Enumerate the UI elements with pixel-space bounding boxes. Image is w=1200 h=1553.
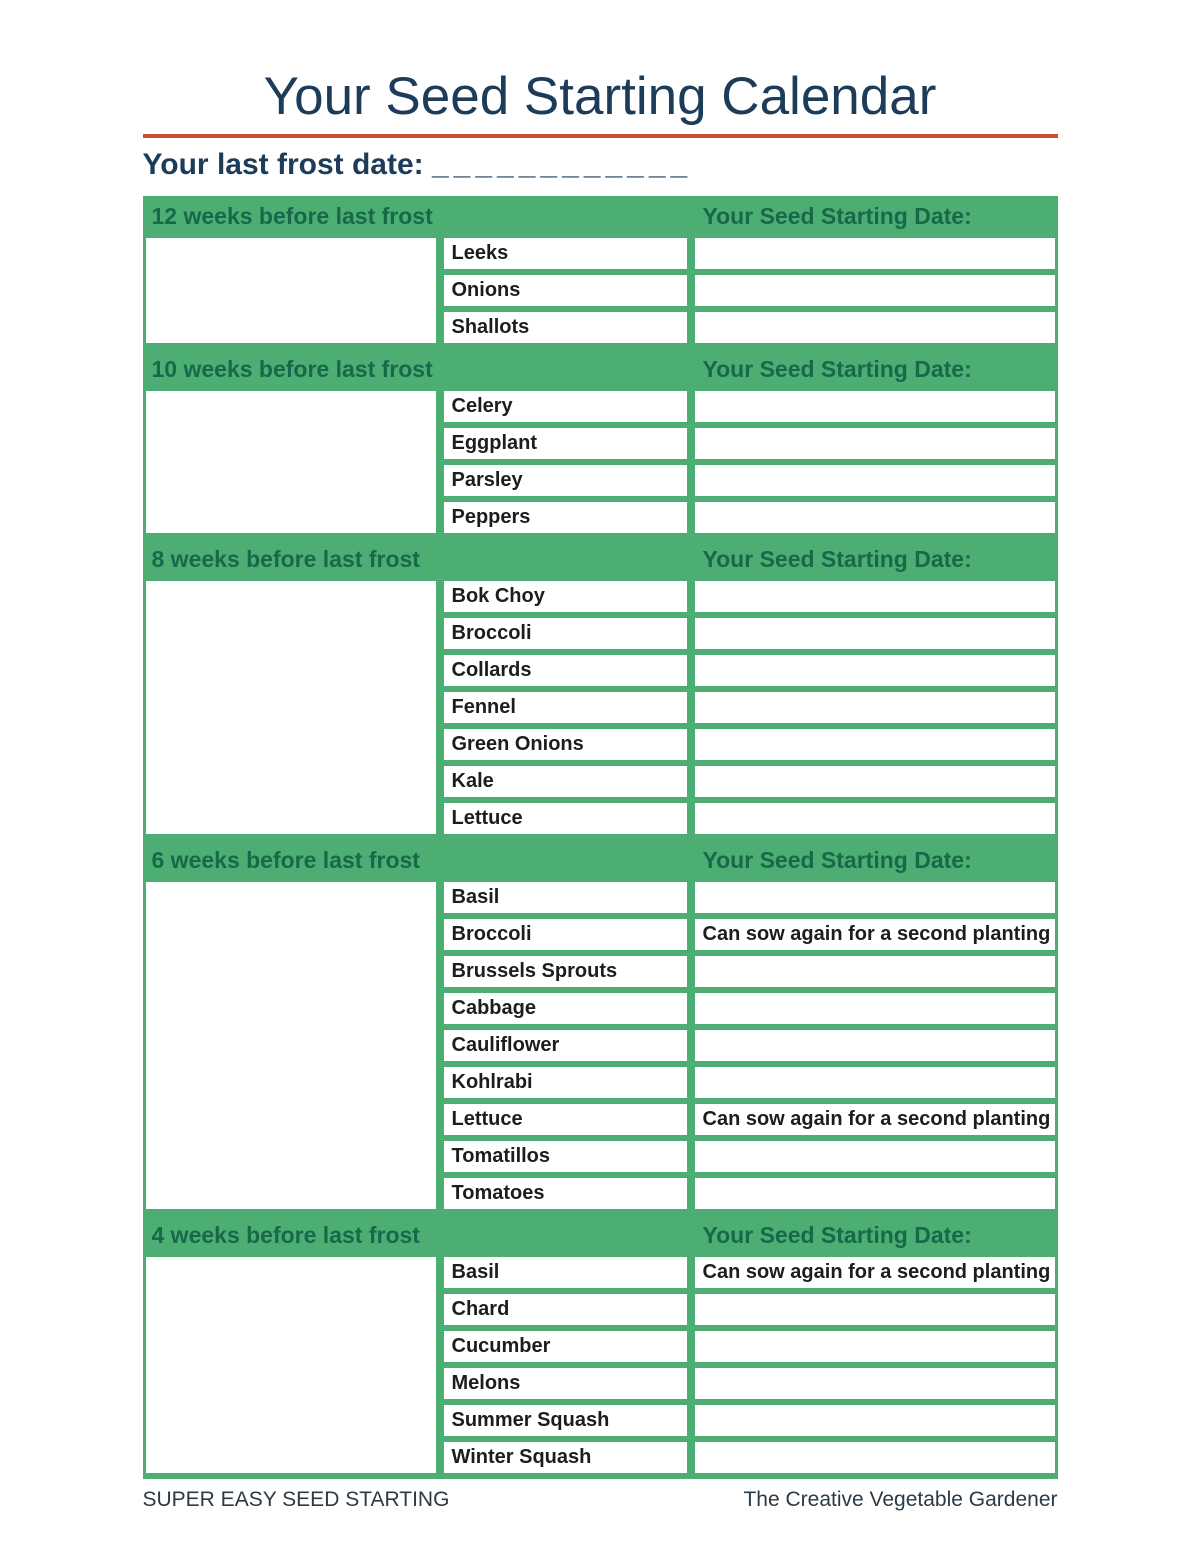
section-header: [143, 349, 1058, 389]
vegetable-name-cell: Winter Squash: [444, 1442, 687, 1473]
date-blank-cell: [695, 882, 1055, 913]
date-blank-cell: [695, 428, 1055, 459]
section-body: [143, 1255, 1058, 1479]
date-blank-cell: [695, 618, 1055, 649]
section-date-column-header: Your Seed Starting Date:: [702, 202, 972, 229]
date-blank-cell: [695, 275, 1055, 306]
section-date-column-header: Your Seed Starting Date:: [702, 545, 972, 572]
vegetable-name-cell: Tomatoes: [444, 1178, 687, 1209]
vegetable-name-cell: Broccoli: [444, 618, 687, 649]
date-blank-cell: [695, 1030, 1055, 1061]
vegetable-name-cell: Broccoli: [444, 919, 687, 950]
vegetable-name-cell: Brussels Sprouts: [444, 956, 687, 987]
date-cell-with-note: Can sow again for a second planting: [695, 1104, 1055, 1135]
date-blank-cell: [695, 956, 1055, 987]
date-blank-cell: [695, 1405, 1055, 1436]
date-blank-cell: [695, 1294, 1055, 1325]
title-divider-rule: [143, 134, 1058, 138]
date-blank-cell: [695, 391, 1055, 422]
vegetable-name-cell: Basil: [444, 1257, 687, 1288]
vegetable-name-cell: Shallots: [444, 312, 687, 343]
section-header: [143, 196, 1058, 236]
vegetable-name-cell: Peppers: [444, 502, 687, 533]
date-cell-with-note: Can sow again for a second planting: [695, 1257, 1055, 1288]
section-body: [143, 880, 1058, 1215]
vegetable-name-cell: Eggplant: [444, 428, 687, 459]
vegetable-name-cell: Fennel: [444, 692, 687, 723]
section-body: [143, 236, 1058, 349]
vegetable-name-cell: Lettuce: [444, 803, 687, 834]
section-body: [143, 579, 1058, 840]
date-blank-cell: [695, 692, 1055, 723]
date-cell-with-note: Can sow again for a second planting: [695, 919, 1055, 950]
section-empty-left-column: [146, 238, 436, 343]
date-blank-cell: [695, 312, 1055, 343]
last-frost-date-line: [143, 148, 1058, 182]
page-title: Your Seed Starting Calendar: [263, 67, 937, 126]
date-blank-cell: [695, 766, 1055, 797]
date-blank-cell: [695, 1178, 1055, 1209]
vegetable-name-cell: Lettuce: [444, 1104, 687, 1135]
section-empty-left-column: [146, 581, 436, 834]
footer-left-text: SUPER EASY SEED STARTING: [142, 1488, 450, 1512]
date-blank-cell: [695, 502, 1055, 533]
vegetable-name-cell: Chard: [444, 1294, 687, 1325]
section-header: [143, 539, 1058, 579]
document-page: [143, 0, 1058, 1512]
footer-right-text: The Creative Vegetable Gardener: [743, 1488, 1058, 1512]
section-body: [143, 389, 1058, 539]
vegetable-name-cell: Collards: [444, 655, 687, 686]
vegetable-name-cell: Summer Squash: [444, 1405, 687, 1436]
date-blank-cell: [695, 238, 1055, 269]
section-weeks-label: 6 weeks before last frost: [151, 846, 420, 873]
date-blank-cell: [695, 1442, 1055, 1473]
vegetable-name-cell: Onions: [444, 275, 687, 306]
page-footer: [143, 1488, 1058, 1512]
vegetable-name-cell: Cabbage: [444, 993, 687, 1024]
last-frost-date-label: Your last frost date:: [142, 148, 424, 182]
section-empty-left-column: [146, 882, 436, 1209]
date-blank-cell: [695, 465, 1055, 496]
vegetable-name-cell: Leeks: [444, 238, 687, 269]
section-weeks-label: 4 weeks before last frost: [151, 1221, 420, 1248]
section-header: [143, 1215, 1058, 1255]
date-blank-cell: [695, 1141, 1055, 1172]
section-weeks-label: 12 weeks before last frost: [151, 202, 433, 229]
section-empty-left-column: [146, 391, 436, 533]
date-blank-cell: [695, 803, 1055, 834]
vegetable-name-cell: Green Onions: [444, 729, 687, 760]
date-blank-cell: [695, 1331, 1055, 1362]
vegetable-name-cell: Cauliflower: [444, 1030, 687, 1061]
vegetable-name-cell: Kale: [444, 766, 687, 797]
vegetable-name-cell: Tomatillos: [444, 1141, 687, 1172]
date-blank-cell: [695, 581, 1055, 612]
section-date-column-header: Your Seed Starting Date:: [702, 1221, 972, 1248]
vegetable-name-cell: Basil: [444, 882, 687, 913]
vegetable-name-cell: Cucumber: [444, 1331, 687, 1362]
date-blank-cell: [695, 1368, 1055, 1399]
vegetable-name-cell: Celery: [444, 391, 687, 422]
date-blank-cell: [695, 655, 1055, 686]
section-date-column-header: Your Seed Starting Date:: [702, 846, 972, 873]
vegetable-name-cell: Parsley: [444, 465, 687, 496]
section-header: [143, 840, 1058, 880]
date-blank-cell: [695, 1067, 1055, 1098]
section-date-column-header: Your Seed Starting Date:: [702, 355, 972, 382]
vegetable-name-cell: Kohlrabi: [444, 1067, 687, 1098]
last-frost-date-blank: ____________: [432, 148, 693, 182]
date-blank-cell: [695, 993, 1055, 1024]
date-blank-cell: [695, 729, 1055, 760]
seed-calendar-table: [143, 196, 1058, 1479]
vegetable-name-cell: Melons: [444, 1368, 687, 1399]
vegetable-name-cell: Bok Choy: [444, 581, 687, 612]
section-empty-left-column: [146, 1257, 436, 1473]
section-weeks-label: 8 weeks before last frost: [151, 545, 420, 572]
section-weeks-label: 10 weeks before last frost: [151, 355, 433, 382]
